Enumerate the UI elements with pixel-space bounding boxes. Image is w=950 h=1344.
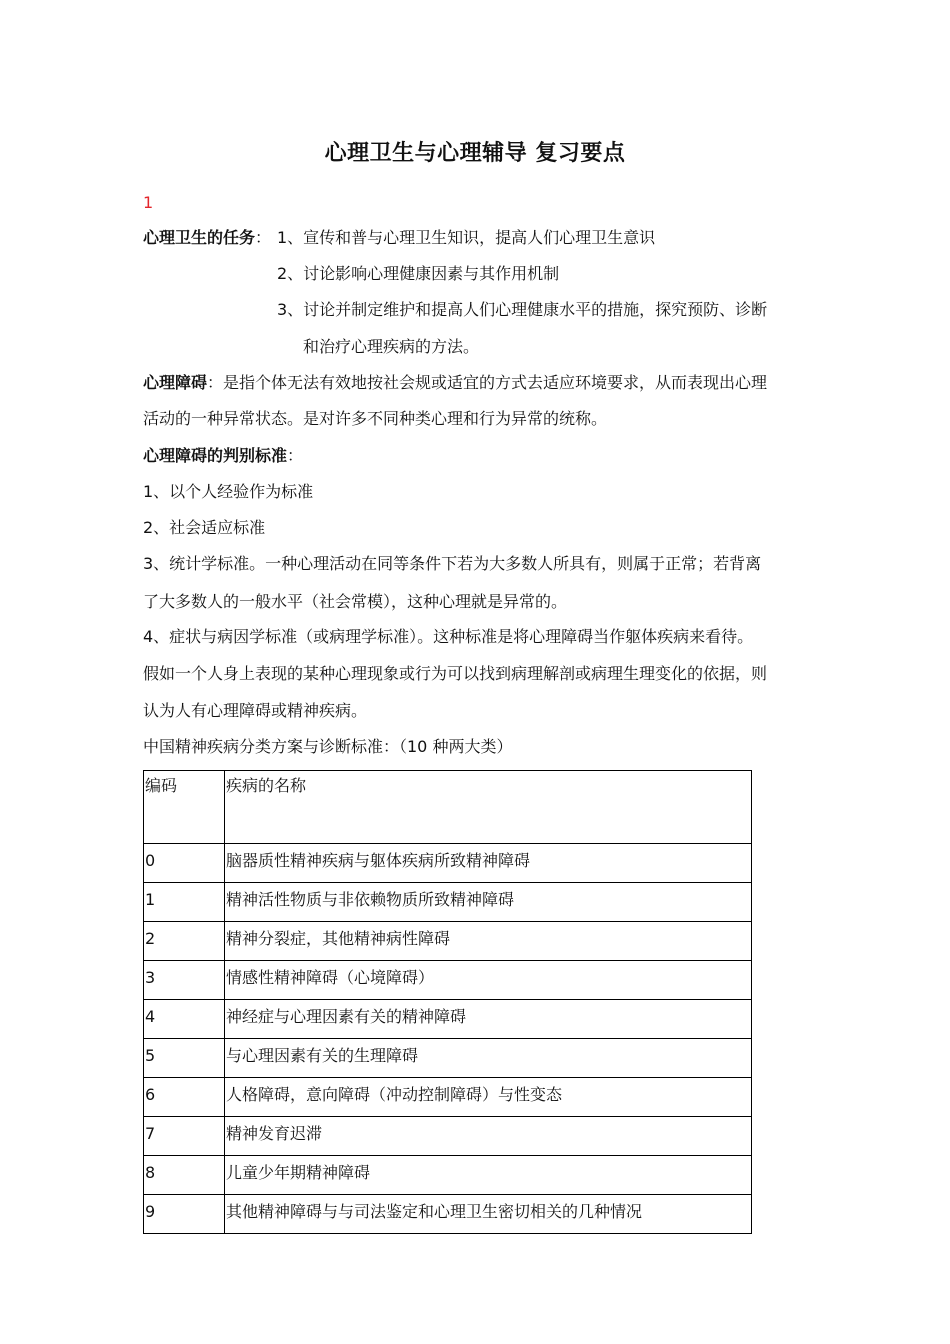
task-item-3-continued: 和治疗心理疾病的方法。 — [303, 337, 480, 356]
criteria-label: 心理障碍的判别标准 — [143, 446, 288, 465]
row-disease-name: 神经症与心理因素有关的精神障碍 — [225, 1000, 752, 1039]
criteria-line-4: 了大多数人的一般水平（社会常模），这种心理就是异常的。 — [143, 592, 568, 611]
tasks-colon: ： — [255, 228, 272, 247]
classification-heading: 中国精神疾病分类方案与诊断标准：（10 种两大类） — [143, 737, 513, 756]
disorder-definition — [143, 371, 767, 395]
row-disease-name: 与心理因素有关的生理障碍 — [225, 1039, 752, 1078]
disorder-label: 心理障碍 — [143, 373, 208, 392]
disorder-definition-line2: 活动的一种异常状态。是对许多不同种类心理和行为异常的统称。 — [143, 409, 608, 428]
row-code: 4 — [144, 1000, 225, 1039]
header-code: 编码 — [144, 771, 225, 844]
table-row — [144, 1000, 752, 1039]
task-item-1: 1、宣传和普与心理卫生知识，提高人们心理卫生意识 — [277, 228, 656, 247]
row-disease-name: 脑器质性精神疾病与躯体疾病所致精神障碍 — [225, 844, 752, 883]
criteria-line-2: 2、社会适应标准 — [143, 518, 266, 537]
tasks-paragraph — [143, 226, 271, 250]
tasks-label: 心理卫生的任务 — [143, 228, 256, 247]
table-row — [144, 961, 752, 1000]
task-item-3: 3、讨论并制定维护和提高人们心理健康水平的措施，探究预防、诊断 — [277, 300, 768, 319]
row-disease-name: 其他精神障碍与与司法鉴定和心理卫生密切相关的几种情况 — [225, 1195, 752, 1234]
criteria-line-7: 认为人有心理障碍或精神疾病。 — [143, 701, 368, 720]
criteria-heading — [143, 444, 303, 468]
criteria-line-5: 4、症状与病因学标准（或病理学标准）。这种标准是将心理障碍当作躯体疾病来看待。 — [143, 627, 754, 646]
page-title: 心理卫生与心理辅导 复习要点 — [324, 141, 626, 166]
disorder-definition-line1: ：是指个体无法有效地按社会规或适宜的方式去适应环境要求，从而表现出心理 — [207, 373, 768, 392]
row-disease-name: 精神活性物质与非依赖物质所致精神障碍 — [225, 883, 752, 922]
criteria-colon: ： — [287, 446, 304, 465]
table-row — [144, 1078, 752, 1117]
table-row — [144, 922, 752, 961]
table-row — [144, 1195, 752, 1234]
table-row — [144, 844, 752, 883]
criteria-line-6: 假如一个人身上表现的某种心理现象或行为可以找到病理解剖或病理生理变化的依据，则 — [143, 664, 768, 683]
row-code: 9 — [144, 1195, 225, 1234]
row-disease-name: 精神发育迟滞 — [225, 1117, 752, 1156]
row-disease-name: 儿童少年期精神障碍 — [225, 1156, 752, 1195]
row-code: 0 — [144, 844, 225, 883]
row-code: 8 — [144, 1156, 225, 1195]
table-row — [144, 1156, 752, 1195]
row-code: 1 — [144, 883, 225, 922]
task-item-2: 2、讨论影响心理健康因素与其作用机制 — [277, 264, 560, 283]
row-disease-name: 情感性精神障碍（心境障碍） — [225, 961, 752, 1000]
row-code: 5 — [144, 1039, 225, 1078]
row-code: 3 — [144, 961, 225, 1000]
table-header-row — [144, 771, 752, 844]
table-row — [144, 1039, 752, 1078]
classification-table — [143, 770, 752, 1234]
section-number: 1 — [143, 193, 154, 212]
row-code: 2 — [144, 922, 225, 961]
row-disease-name: 人格障碍，意向障碍（冲动控制障碍）与性变态 — [225, 1078, 752, 1117]
row-code: 7 — [144, 1117, 225, 1156]
criteria-line-3: 3、统计学标准。一种心理活动在同等条件下若为大多数人所具有，则属于正常；若背离 — [143, 554, 762, 573]
table-row — [144, 883, 752, 922]
criteria-line-1: 1、以个人经验作为标准 — [143, 482, 314, 501]
table-row — [144, 1117, 752, 1156]
header-disease-name: 疾病的名称 — [225, 771, 752, 844]
row-disease-name: 精神分裂症，其他精神病性障碍 — [225, 922, 752, 961]
row-code: 6 — [144, 1078, 225, 1117]
